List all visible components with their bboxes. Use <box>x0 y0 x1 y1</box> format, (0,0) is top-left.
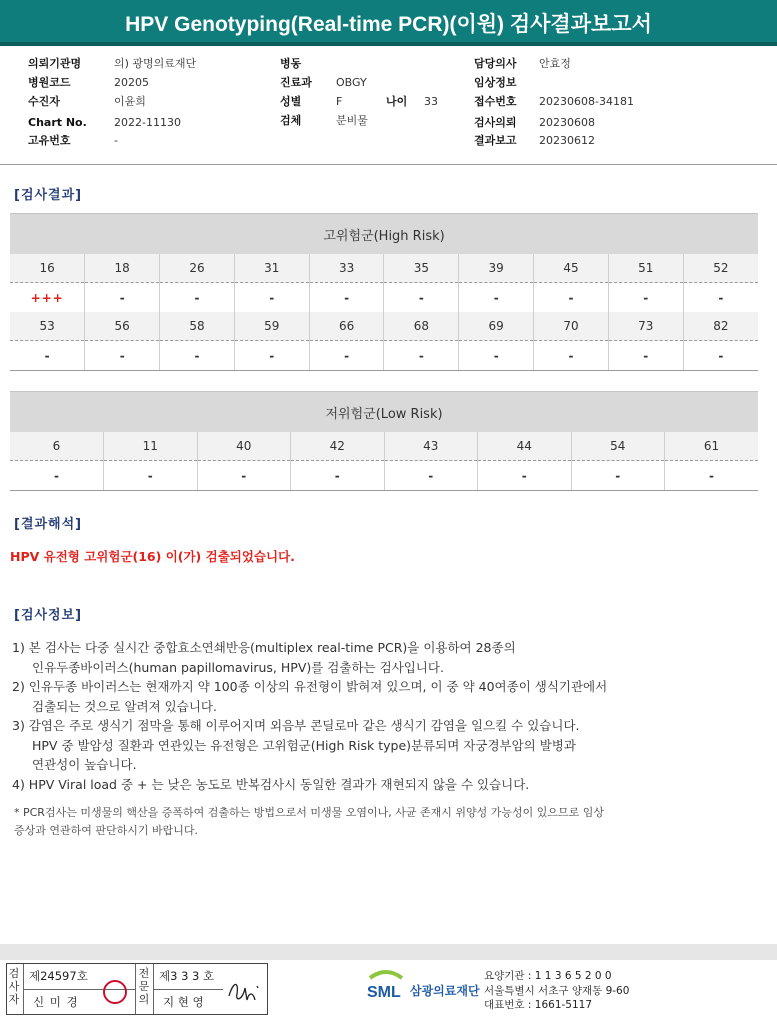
hpv-type: 39 <box>459 254 534 283</box>
signature <box>225 974 263 1006</box>
label-sex: 성별 <box>280 95 302 108</box>
hpv-result: - <box>384 283 459 313</box>
high-risk-types-row-2 <box>10 312 758 341</box>
label-chart-no: Chart No. <box>28 116 87 129</box>
interpretation-text: HPV 유전형 고위험군(16) 이(가) 검출되었습니다. <box>10 549 295 564</box>
label-hospital-code: 병원코드 <box>28 76 71 89</box>
hpv-result: - <box>234 341 309 371</box>
doctor-license: 제3 3 3 호 <box>159 969 215 983</box>
high-risk-header: 고위험군(High Risk) <box>10 214 758 255</box>
hpv-type: 66 <box>309 312 384 341</box>
hpv-result: - <box>384 461 478 491</box>
address: 서울특별시 서초구 양재동 9-60 <box>484 984 630 997</box>
hpv-type: 70 <box>534 312 609 341</box>
hpv-type: 45 <box>534 254 609 283</box>
hpv-result: - <box>683 341 758 371</box>
seal-stamp <box>103 980 127 1004</box>
hpv-type: 82 <box>683 312 758 341</box>
label-clinical-info: 임상정보 <box>474 76 517 89</box>
hpv-result: - <box>10 341 85 371</box>
label-receipt-no: 접수번호 <box>474 95 517 108</box>
value-request-date: 20230608 <box>539 116 595 129</box>
hpv-result: - <box>534 283 609 313</box>
value-age: 33 <box>424 95 438 108</box>
hpv-type: 44 <box>478 432 572 461</box>
hpv-type: 56 <box>85 312 160 341</box>
hpv-result: - <box>291 461 385 491</box>
low-risk-table <box>10 391 758 491</box>
patient-info <box>0 54 777 154</box>
hpv-result: - <box>459 341 534 371</box>
agency-no: 요양기관 : 1 1 3 6 5 2 0 0 <box>484 970 612 982</box>
doctor-name: 지 현 영 <box>163 995 204 1009</box>
hpv-type: 53 <box>10 312 85 341</box>
hpv-result: - <box>459 283 534 313</box>
doctor-label: 전문의 <box>138 967 150 1006</box>
signature-box <box>6 963 268 1015</box>
org-name: 삼광의료재단 <box>410 984 480 998</box>
low-risk-results-row <box>10 461 758 491</box>
hpv-type: 52 <box>683 254 758 283</box>
label-ward: 병동 <box>280 57 302 70</box>
value-chart-no: 2022-11130 <box>114 116 181 129</box>
value-requesting-institution: 의) 광명의료재단 <box>114 57 197 70</box>
label-unique-no: 고유번호 <box>28 134 71 147</box>
high-risk-results-row-1 <box>10 283 758 313</box>
footnote <box>14 804 604 840</box>
value-receipt-no: 20230608-34181 <box>539 95 634 108</box>
tester-label: 검사자 <box>8 967 20 1006</box>
hpv-type: 26 <box>160 254 235 283</box>
hpv-type: 58 <box>160 312 235 341</box>
value-department: OBGY <box>336 76 367 89</box>
hpv-type: 61 <box>665 432 759 461</box>
hpv-type: 6 <box>10 432 104 461</box>
high-risk-types-row-1 <box>10 254 758 283</box>
note-line: 3) 감염은 주로 생식기 점막을 통해 이루어지며 외음부 콘딜로마 같은 생식기 감염을 일으킬 수 있습니다. <box>12 718 580 733</box>
label-report-date: 결과보고 <box>474 134 517 147</box>
phone: 대표번호 : 1661-5117 <box>484 999 593 1011</box>
value-sex: F <box>336 95 343 108</box>
footnote-line: * PCR검사는 미생물의 핵산을 증폭하여 검출하는 방법으로서 미생물 오염이나, 사균 존재시 위양성 가능성이 있으므로 임상 <box>14 806 604 819</box>
hpv-type: 31 <box>234 254 309 283</box>
label-specimen: 검체 <box>280 114 302 127</box>
hpv-result: - <box>104 461 198 491</box>
hpv-result: - <box>571 461 665 491</box>
high-risk-results-row-2 <box>10 341 758 371</box>
tester-license: 제24597호 <box>29 969 88 983</box>
hpv-type: 51 <box>608 254 683 283</box>
hpv-result: - <box>478 461 572 491</box>
value-hospital-code: 20205 <box>114 76 149 89</box>
hpv-result-positive: +++ <box>10 283 85 313</box>
low-risk-header: 저위험군(Low Risk) <box>10 392 758 433</box>
logo-text: SML <box>367 984 401 1001</box>
note-line: 연관성이 높습니다. <box>32 757 137 772</box>
hpv-type: 35 <box>384 254 459 283</box>
hpv-result: - <box>534 341 609 371</box>
value-report-date: 20230612 <box>539 134 595 147</box>
hpv-result: - <box>608 341 683 371</box>
value-specimen: 분비물 <box>336 114 368 127</box>
hpv-result: - <box>683 283 758 313</box>
value-physician: 안효정 <box>539 57 571 70</box>
note-line: HPV 중 발암성 질환과 연관있는 유전형은 고위험군(High Risk type)분류되며 자궁경부암의 발병과 <box>32 737 576 753</box>
hpv-type: 68 <box>384 312 459 341</box>
hpv-type: 18 <box>85 254 160 283</box>
value-patient: 이윤희 <box>114 95 146 108</box>
note-line: 검출되는 것으로 알려져 있습니다. <box>32 698 217 714</box>
hpv-result: - <box>665 461 759 491</box>
hpv-result: - <box>608 283 683 313</box>
note-line: 4) HPV Viral load 중 + 는 낮은 농도로 반복검사시 동일한 결과가 재현되지 않을 수 있습니다. <box>12 776 530 792</box>
label-requesting-institution: 의뢰기관명 <box>28 57 82 70</box>
tester-name: 신 미 경 <box>33 995 79 1009</box>
divider <box>0 164 777 165</box>
note-line: 인유두종바이러스(human papillomavirus, HPV)를 검출하는 검사입니다. <box>32 659 444 675</box>
hpv-type: 16 <box>10 254 85 283</box>
hpv-result: - <box>85 341 160 371</box>
section-title-interpretation: [결과해석] <box>14 517 83 532</box>
hpv-type: 40 <box>197 432 291 461</box>
footer-band <box>0 944 777 960</box>
label-department: 진료과 <box>280 76 312 89</box>
hpv-result: - <box>160 283 235 313</box>
hpv-type: 54 <box>571 432 665 461</box>
low-risk-types-row <box>10 432 758 461</box>
section-title-results: [검사결과] <box>14 188 83 203</box>
hpv-result: - <box>10 461 104 491</box>
hpv-result: - <box>309 283 384 313</box>
report-title: HPV Genotyping(Real-time PCR)(이원) 검사결과보고서 <box>0 0 777 46</box>
hpv-result: - <box>197 461 291 491</box>
hpv-type: 42 <box>291 432 385 461</box>
high-risk-table <box>10 213 758 371</box>
hpv-result: - <box>234 283 309 313</box>
note-line: 1) 본 검사는 다중 실시간 중합효소연쇄반응(multiplex real-time PCR)을 이용하여 28종의 <box>12 640 516 655</box>
hpv-type: 33 <box>309 254 384 283</box>
label-request-date: 검사의뢰 <box>474 116 517 129</box>
test-info-notes <box>12 638 607 794</box>
hpv-type: 69 <box>459 312 534 341</box>
value-unique-no: - <box>114 134 118 147</box>
sml-logo-icon <box>366 968 406 1002</box>
label-age: 나이 <box>386 95 408 108</box>
hpv-type: 73 <box>608 312 683 341</box>
section-title-test-info: [검사정보] <box>14 608 83 623</box>
hpv-result: - <box>85 283 160 313</box>
label-patient: 수진자 <box>28 95 60 108</box>
hpv-result: - <box>309 341 384 371</box>
footnote-line: 증상과 연관하여 판단하시기 바랍니다. <box>14 824 199 837</box>
hpv-type: 11 <box>104 432 198 461</box>
hpv-type: 43 <box>384 432 478 461</box>
hpv-result: - <box>160 341 235 371</box>
hpv-result: - <box>384 341 459 371</box>
note-line: 2) 인유두종 바이러스는 현재까지 약 100종 이상의 유전형이 밝혀져 있으며, 이 중 약 40여종이 생식기관에서 <box>12 679 608 694</box>
label-physician: 담당의사 <box>474 57 517 70</box>
hpv-type: 59 <box>234 312 309 341</box>
org-info <box>484 969 629 1013</box>
